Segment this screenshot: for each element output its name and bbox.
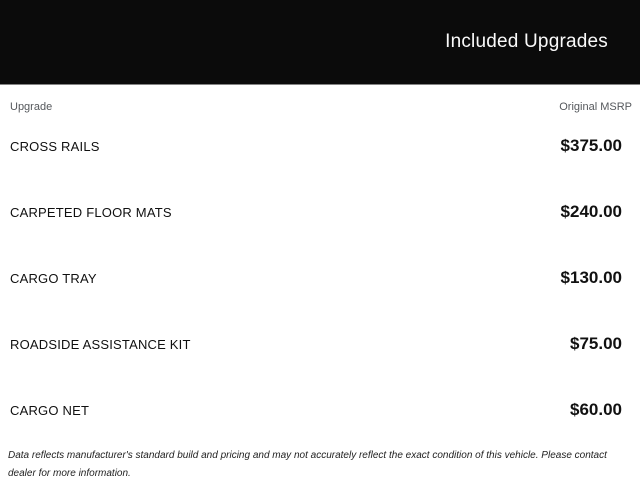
upgrade-name: CARGO TRAY (10, 270, 97, 286)
upgrade-price: $60.00 (570, 400, 622, 419)
table-column-headers (0, 85, 640, 113)
upgrade-name: ROADSIDE ASSISTANCE KIT (10, 336, 191, 352)
table-row (0, 311, 640, 377)
upgrade-price: $375.00 (560, 136, 622, 155)
upgrade-price: $130.00 (560, 268, 622, 287)
upgrade-price: $75.00 (570, 334, 622, 353)
disclaimer-text: Data reflects manufacturer's standard build and pricing and may not accurately reflect the exact condition of this vehicle. Please contact dealer for more information. (8, 450, 607, 479)
upgrade-price: $240.00 (560, 202, 622, 221)
upgrades-table (0, 113, 640, 443)
table-row (0, 377, 640, 443)
upgrade-name: CARGO NET (10, 402, 90, 418)
column-header-upgrade: Upgrade (10, 101, 53, 113)
page-title: Included Upgrades (445, 31, 608, 52)
table-row (0, 245, 640, 311)
column-header-msrp: Original MSRP (559, 101, 632, 113)
upgrade-name: CARPETED FLOOR MATS (10, 204, 172, 220)
header-bar (0, 0, 640, 85)
table-row (0, 179, 640, 245)
table-row (0, 113, 640, 179)
upgrade-name: CROSS RAILS (10, 138, 100, 154)
footer (0, 443, 640, 480)
